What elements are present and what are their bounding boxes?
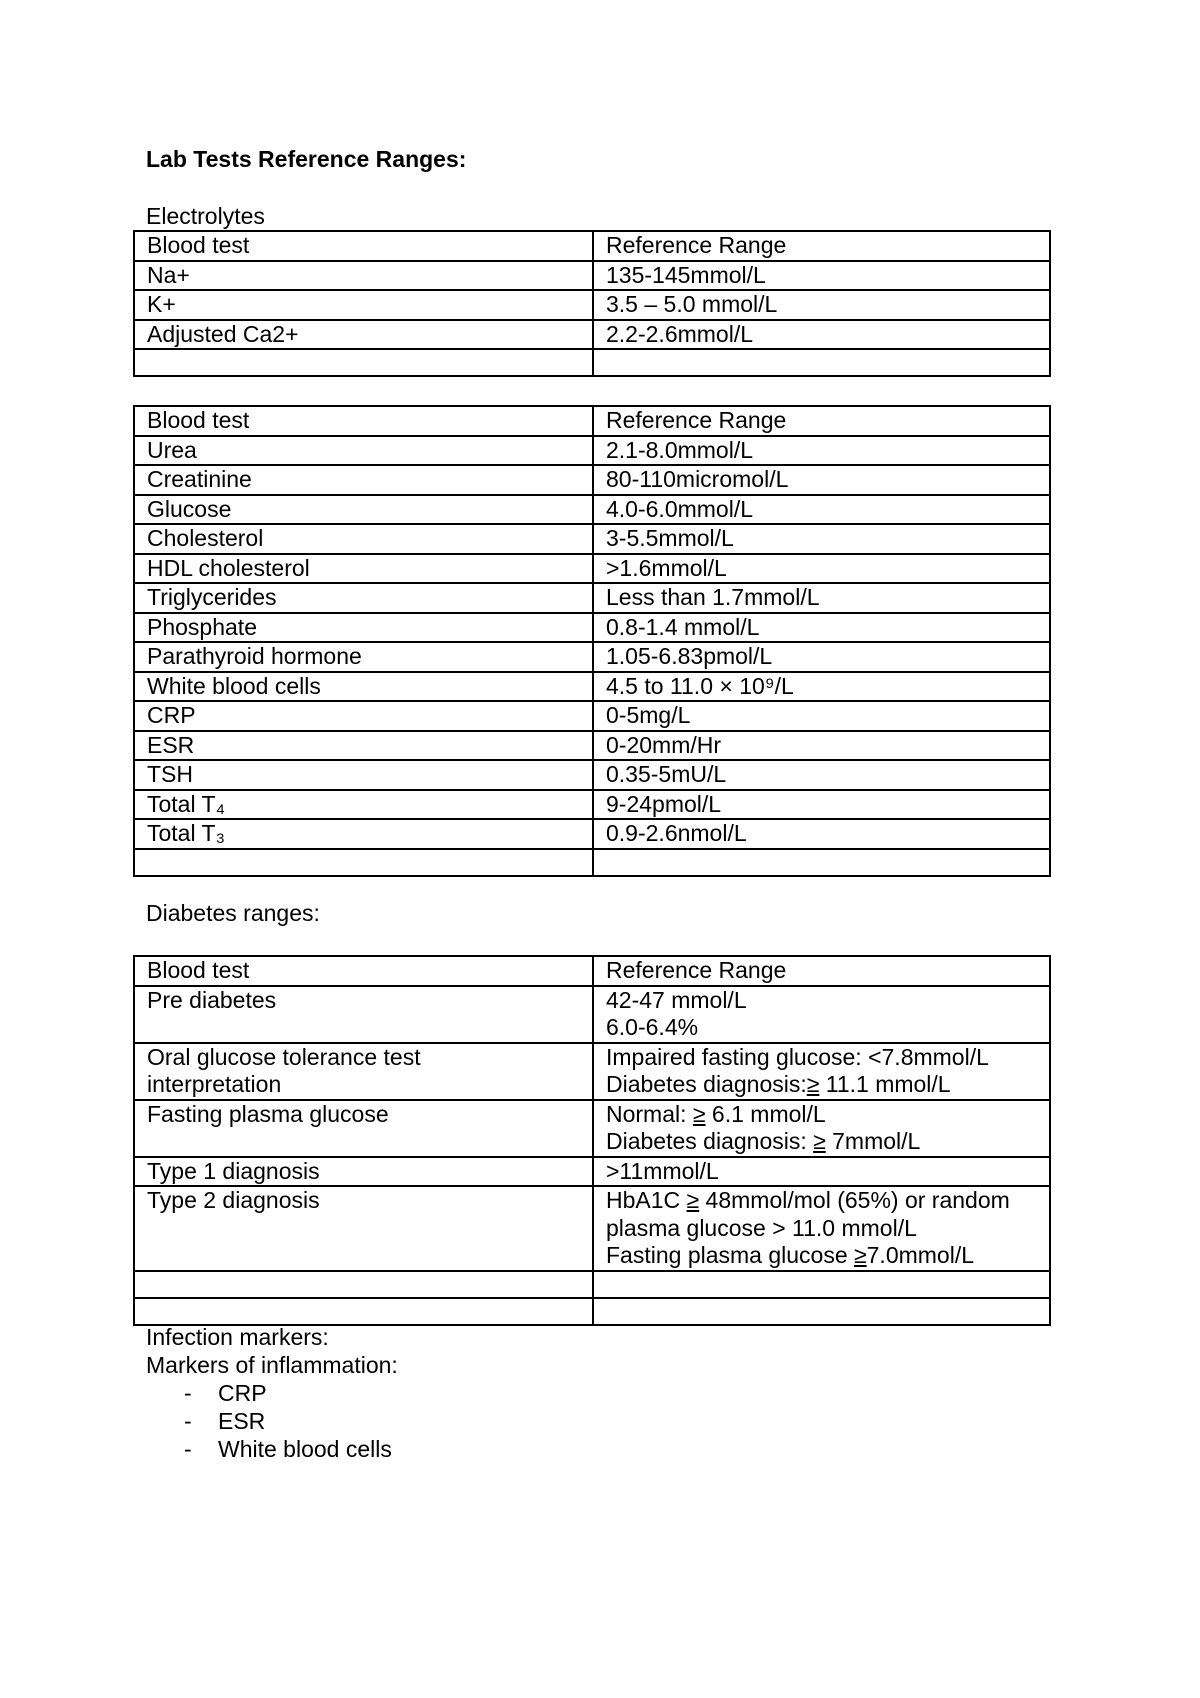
table-row-empty: [134, 1298, 1050, 1325]
blood-test-cell: K+: [134, 290, 593, 320]
reference-range-cell: [593, 349, 1050, 376]
blood-test-text: interpretation: [147, 1071, 282, 1097]
blood-test-cell: Na+: [134, 261, 593, 291]
list-item: [146, 1435, 392, 1463]
blood-test-cell: Creatinine: [134, 465, 593, 495]
table-row: [134, 731, 1050, 761]
table-row-empty: [134, 349, 1050, 376]
general-blood-tests-table: [133, 405, 1051, 877]
greater-equal-symbol: ≥: [813, 1128, 826, 1154]
table-row: [134, 986, 1050, 1043]
list-item-text: ESR: [218, 1408, 266, 1434]
dash-bullet: -: [184, 1380, 192, 1406]
reference-range-cell: [593, 1157, 1050, 1187]
blood-test-text: Oral glucose tolerance test: [147, 1043, 421, 1070]
table-row: [134, 701, 1050, 731]
greater-equal-symbol: ≥: [854, 1242, 867, 1268]
reference-range-cell: Less than 1.7mmol/L: [593, 583, 1050, 613]
reference-range-cell: 0-20mm/Hr: [593, 731, 1050, 761]
blood-test-cell: Urea: [134, 436, 593, 466]
table-row: [134, 1186, 1050, 1271]
range-line: Diabetes diagnosis:≥ 11.1 mmol/L: [606, 1071, 951, 1097]
range-line: >11mmol/L: [606, 1157, 719, 1184]
table-row-empty: [134, 1271, 1050, 1298]
diabetes-caption: Diabetes ranges:: [146, 900, 320, 926]
table-row: [134, 672, 1050, 702]
table-row: [134, 436, 1050, 466]
range-line: HbA1C ≥ 48mmol/mol (65%) or random: [606, 1187, 1010, 1213]
range-line: plasma glucose > 11.0 mmol/L: [606, 1214, 917, 1241]
table-header-row: [134, 956, 1050, 986]
blood-test-text: Type 2 diagnosis: [147, 1187, 320, 1213]
reference-range-cell: 0.35-5mU/L: [593, 760, 1050, 790]
range-line: 42-47 mmol/L: [606, 986, 747, 1013]
reference-range-cell: [593, 1100, 1050, 1157]
table-row: [134, 290, 1050, 320]
table-row-empty: [134, 849, 1050, 876]
reference-range-cell: 3-5.5mmol/L: [593, 524, 1050, 554]
blood-test-cell: [134, 1043, 593, 1100]
table-row: [134, 495, 1050, 525]
reference-range-cell: 0.9-2.6nmol/L: [593, 819, 1050, 849]
electrolytes-caption: Electrolytes: [146, 203, 265, 229]
reference-range-cell: >1.6mmol/L: [593, 554, 1050, 584]
blood-test-cell: Parathyroid hormone: [134, 642, 593, 672]
reference-range-cell: [593, 986, 1050, 1043]
reference-range-cell: [593, 1186, 1050, 1271]
table-row: [134, 320, 1050, 350]
greater-equal-symbol: ≥: [692, 1100, 706, 1127]
diabetes-table: [133, 955, 1051, 1326]
reference-range-cell: 1.05-6.83pmol/L: [593, 642, 1050, 672]
inflammation-markers-caption: Markers of inflammation:: [146, 1352, 398, 1378]
table-row: [134, 1100, 1050, 1157]
reference-range-cell: 135-145mmol/L: [593, 261, 1050, 291]
range-line: Diabetes diagnosis: ≥ 7mmol/L: [606, 1128, 921, 1154]
table-row: [134, 790, 1050, 820]
inflammation-markers-list: [146, 1379, 392, 1463]
reference-range-cell: 0-5mg/L: [593, 701, 1050, 731]
blood-test-cell: Cholesterol: [134, 524, 593, 554]
reference-range-cell: [593, 1043, 1050, 1100]
blood-test-cell: [134, 349, 593, 376]
greater-equal-symbol: ≥: [686, 1187, 700, 1213]
reference-range-cell: [593, 1298, 1050, 1325]
blood-test-cell: Total T₄: [134, 790, 593, 820]
electrolytes-table: [133, 230, 1051, 377]
blood-test-cell: White blood cells: [134, 672, 593, 702]
blood-test-cell: ESR: [134, 731, 593, 761]
dash-bullet: -: [184, 1436, 192, 1462]
blood-test-cell: Adjusted Ca2+: [134, 320, 593, 350]
column-header-blood-test: Blood test: [134, 231, 593, 261]
greater-equal-symbol: ≥: [806, 1071, 820, 1097]
table-row: [134, 760, 1050, 790]
column-header-reference-range: Reference Range: [593, 406, 1050, 436]
reference-range-cell: 80-110micromol/L: [593, 465, 1050, 495]
table-row: [134, 1157, 1050, 1187]
table-row: [134, 524, 1050, 554]
blood-test-cell: Total T₃: [134, 819, 593, 849]
infection-markers-caption: Infection markers:: [146, 1324, 329, 1350]
page-title: Lab Tests Reference Ranges:: [146, 146, 467, 172]
table-header-row: [134, 406, 1050, 436]
table-row: [134, 819, 1050, 849]
reference-range-cell: 0.8-1.4 mmol/L: [593, 613, 1050, 643]
reference-range-cell: 4.5 to 11.0 × 10⁹/L: [593, 672, 1050, 702]
table-header-row: [134, 231, 1050, 261]
blood-test-cell: [134, 1157, 593, 1187]
blood-test-cell: HDL cholesterol: [134, 554, 593, 584]
blood-test-cell: [134, 986, 593, 1043]
table-row: [134, 583, 1050, 613]
table-row: [134, 465, 1050, 495]
column-header-blood-test: Blood test: [134, 956, 593, 986]
reference-range-cell: 2.2-2.6mmol/L: [593, 320, 1050, 350]
list-item: [146, 1407, 392, 1435]
list-item: [146, 1379, 392, 1407]
blood-test-cell: CRP: [134, 701, 593, 731]
table-row: [134, 613, 1050, 643]
blood-test-cell: [134, 849, 593, 876]
blood-test-cell: Phosphate: [134, 613, 593, 643]
column-header-reference-range: Reference Range: [593, 956, 1050, 986]
blood-test-cell: Glucose: [134, 495, 593, 525]
range-line: Fasting plasma glucose ≥7.0mmol/L: [606, 1242, 975, 1268]
reference-range-cell: 9-24pmol/L: [593, 790, 1050, 820]
blood-test-cell: [134, 1186, 593, 1271]
reference-range-cell: [593, 1271, 1050, 1298]
list-item-text: White blood cells: [218, 1436, 392, 1462]
blood-test-text: Pre diabetes: [147, 986, 277, 1013]
list-item-text: CRP: [218, 1380, 267, 1406]
blood-test-cell: TSH: [134, 760, 593, 790]
dash-bullet: -: [184, 1408, 192, 1434]
reference-range-cell: 4.0-6.0mmol/L: [593, 495, 1050, 525]
blood-test-text: Fasting plasma glucose: [147, 1100, 389, 1127]
table-row: [134, 554, 1050, 584]
table-row: [134, 1043, 1050, 1100]
blood-test-text: Type 1 diagnosis: [147, 1157, 320, 1184]
blood-test-cell: Triglycerides: [134, 583, 593, 613]
column-header-blood-test: Blood test: [134, 406, 593, 436]
reference-range-cell: 2.1-8.0mmol/L: [593, 436, 1050, 466]
blood-test-cell: [134, 1100, 593, 1157]
blood-test-cell: [134, 1271, 593, 1298]
reference-range-cell: 3.5 – 5.0 mmol/L: [593, 290, 1050, 320]
range-line: 6.0-6.4%: [606, 1014, 699, 1040]
table-row: [134, 642, 1050, 672]
blood-test-cell: [134, 1298, 593, 1325]
column-header-reference-range: Reference Range: [593, 231, 1050, 261]
reference-range-cell: [593, 849, 1050, 876]
table-row: [134, 261, 1050, 291]
range-line: Impaired fasting glucose: <7.8mmol/L: [606, 1043, 989, 1070]
range-line: Normal: ≥ 6.1 mmol/L: [606, 1100, 826, 1127]
